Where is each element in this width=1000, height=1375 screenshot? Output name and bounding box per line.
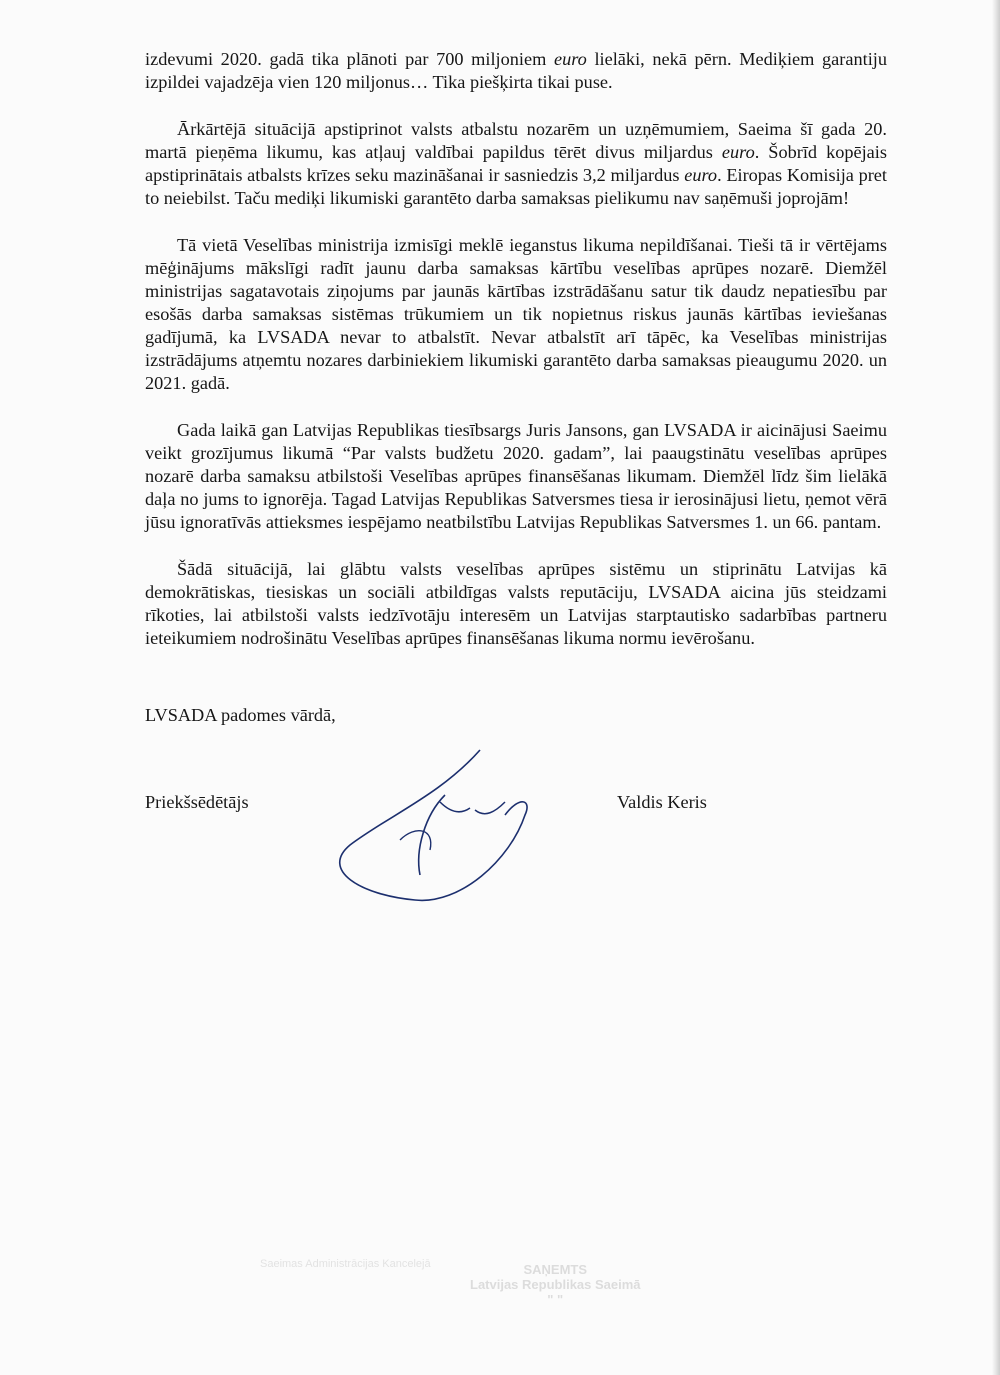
stamp-line-3: " " <box>547 1292 564 1307</box>
letter-paragraph <box>145 118 887 210</box>
handwritten-signature <box>320 740 550 915</box>
letter-paragraph <box>145 419 887 534</box>
italic-term: euro <box>684 165 718 185</box>
stamp-line-1: SAŅEMTS <box>523 1262 588 1277</box>
paragraph-text: lielāki, nekā pērn. Mediķiem garantiju izpildei vajadzēja vien 120 miljonus… Tika piešķirta tikai puse. <box>145 49 887 92</box>
paragraph-gap <box>145 395 887 419</box>
letter-body <box>145 48 887 650</box>
paragraph-gap <box>145 94 887 118</box>
italic-term: euro <box>721 142 755 162</box>
paragraph-text: . Eiropas Komisija pret to neiebilst. Taču mediķi likumiski garantēto darba samaksas pielikumu nav saņēmuši joprojām! <box>145 165 887 208</box>
italic-term: euro <box>553 49 587 69</box>
paragraph-text: izdevumi 2020. gadā tika plānoti par 700 miljoniem <box>145 49 554 69</box>
paragraph-text: Tā vietā Veselības ministrija izmisīgi meklē ieganstus likuma nepildīšanai. Tieši tā ir vērtējams mēģinājums mākslīgi radīt jaunu darba samaksas kārtību veselības aprūpes nozarē. Diemžēl ministrijas sagatavotais ziņojums par jaunās kārtības izstrādāšanu satur tik daudz nepatiesību par esošās darba samaksas sistēmas trūkumiem un tik nopietnus riskus jaunās kārtības ieviešanas gadījumā, ka LVSADA nevar to atbalstīt. Nevar atbalstīt arī tāpēc, ka Veselības ministrijas izstrādājums atņemtu nozares darbiniekiem likumiski garantēto darba samaksas pieaugumu 2020. un 2021. gadā. <box>145 235 887 393</box>
paragraph-text: Šādā situācijā, lai glābtu valsts veselības aprūpes sistēmu un stiprinātu Latvijas kā demokrātiskas, tiesiskas un sociāli atbildīgas valsts reputāciju, LVSADA aicina jūs steidzami rīkoties, lai atbilstoši valsts iedzīvotāju interesēm un Latvijas starptautisko sadarbības partneru ieteikumiem nodrošinātu Veselības aprūpes finansēšanas likuma normu ievērošanu. <box>145 559 887 648</box>
closing-greeting: LVSADA padomes vārdā, <box>145 705 336 725</box>
signer-title: Priekšsēdētājs <box>145 792 249 812</box>
registry-stamp-side: Saeimas Administrācijas Kancelejā <box>260 1258 431 1270</box>
scan-edge-shadow <box>992 0 1000 1375</box>
letter-paragraph <box>145 558 887 650</box>
paragraph-gap <box>145 210 887 234</box>
paragraph-text: . Šobrīd kopējais apstiprinātais atbalsts krīzes seku mazināšanai ir sasniedzis 3,2 miljardus <box>145 142 887 185</box>
signer-name: Valdis Keris <box>617 792 707 812</box>
received-stamp <box>470 1262 641 1307</box>
paragraph-gap <box>145 534 887 558</box>
stamp-line-2: Latvijas Republikas Saeimā <box>470 1277 641 1292</box>
letter-paragraph <box>145 48 887 94</box>
paragraph-text: Gada laikā gan Latvijas Republikas tiesībsargs Juris Jansons, gan LVSADA ir aicinājusi Saeimu veikt grozījumus likumā “Par valsts budžetu 2020. gadam”, lai paaugstinātu veselības aprūpes nozarē darba samaksu atbilstoši Veselības aprūpes finansēšanas likumam. Diemžēl līdz šim lielākā daļa no jums to ignorēja. Tagad Latvijas Republikas Satversmes tiesa ir ierosinājusi lietu, ņemot vērā jūsu ignoratīvās attieksmes iespējamo neatbilstību Latvijas Republikas Satversmes 1. un 66. pantam. <box>145 420 887 532</box>
letter-paragraph <box>145 234 887 395</box>
paragraph-text: Ārkārtējā situācijā apstiprinot valsts atbalstu nozarēm un uzņēmumiem, Saeima šī gada 20. martā pieņēma likumu, kas atļauj valdībai papildus tērēt divus miljardus <box>145 119 887 162</box>
